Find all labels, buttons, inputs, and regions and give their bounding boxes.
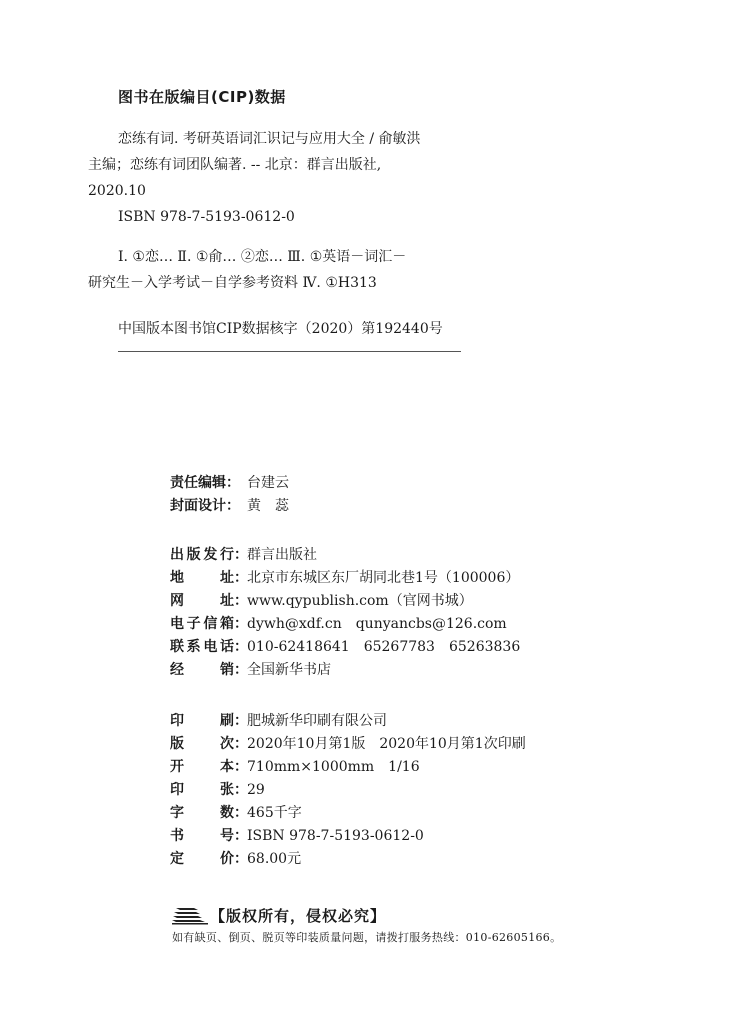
info-label: 开 本 ： [170,759,248,775]
info-value: dywh@xdf.cn qunyancbs@126.com [247,616,507,632]
info-value: 2020年10月第1版 2020年10月第1次印刷 [247,736,526,752]
cip-divider [118,351,461,352]
cip-editor-line: 主编；恋练有词团队编著. -- 北京：群言出版社, [88,157,382,173]
cip-block [88,126,466,342]
info-value: 黄 蕊 [247,498,289,514]
info-value: 群言出版社 [247,547,317,563]
cip-classification-line-2: 研究生－入学考试－自学参考资料 Ⅳ. ①H313 [88,275,377,291]
info-label: 定 价 ： [170,851,248,867]
info-value: 肥城新华印刷有限公司 [247,713,387,729]
info-label: 出 版 发 行 ： [170,547,248,563]
cip-record-number: 中国版本图书馆CIP数据核字（2020）第192440号 [118,321,443,337]
info-value: ISBN 978-7-5193-0612-0 [247,828,424,844]
info-label: 地 址 ： [170,570,248,586]
info-label: 联 系 电 话 ： [170,639,248,655]
service-notice: 如有缺页、倒页、脱页等印装质量问题，请拨打服务热线：010-62605166。 [172,931,562,944]
info-value: www.qypublish.com（官网书城） [247,593,473,609]
info-label: 字 数 ： [170,805,248,821]
copyright-slogan: 【版权所有，侵权必究】 [210,907,387,925]
info-label: 印 张 ： [170,782,248,798]
cip-date-line: 2020.10 [88,183,146,199]
info-value: 010-62418641 65267783 65263836 [247,639,521,655]
info-label: 书 号 ： [170,828,248,844]
info-label: 版 次 ： [170,736,248,752]
info-value: 台建云 [247,475,289,491]
info-label: 电 子 信 箱 ： [170,616,248,632]
cip-title-line: 恋练有词. 考研英语词汇识记与应用大全 / 俞敏洪 [118,131,421,147]
info-label: 印 刷 ： [170,713,248,729]
info-value: 710mm×1000mm 1/16 [247,759,420,775]
info-value: 北京市东城区东厂胡同北巷1号（100006） [247,570,520,586]
info-value: 全国新华书店 [247,662,331,678]
info-value: 465千字 [247,805,302,821]
books-stack-icon [172,905,212,925]
cip-heading: 图书在版编目(CIP)数据 [118,88,286,106]
cip-isbn-line: ISBN 978-7-5193-0612-0 [118,209,295,225]
info-label: 网 址 ： [170,593,248,609]
info-value: 29 [247,782,265,798]
info-value: 68.00元 [247,851,302,867]
info-label: 经 销 ： [170,662,248,678]
cip-classification-line-1: Ⅰ. ①恋… Ⅱ. ①俞… ②恋… Ⅲ. ①英语－词汇－ [118,249,407,265]
